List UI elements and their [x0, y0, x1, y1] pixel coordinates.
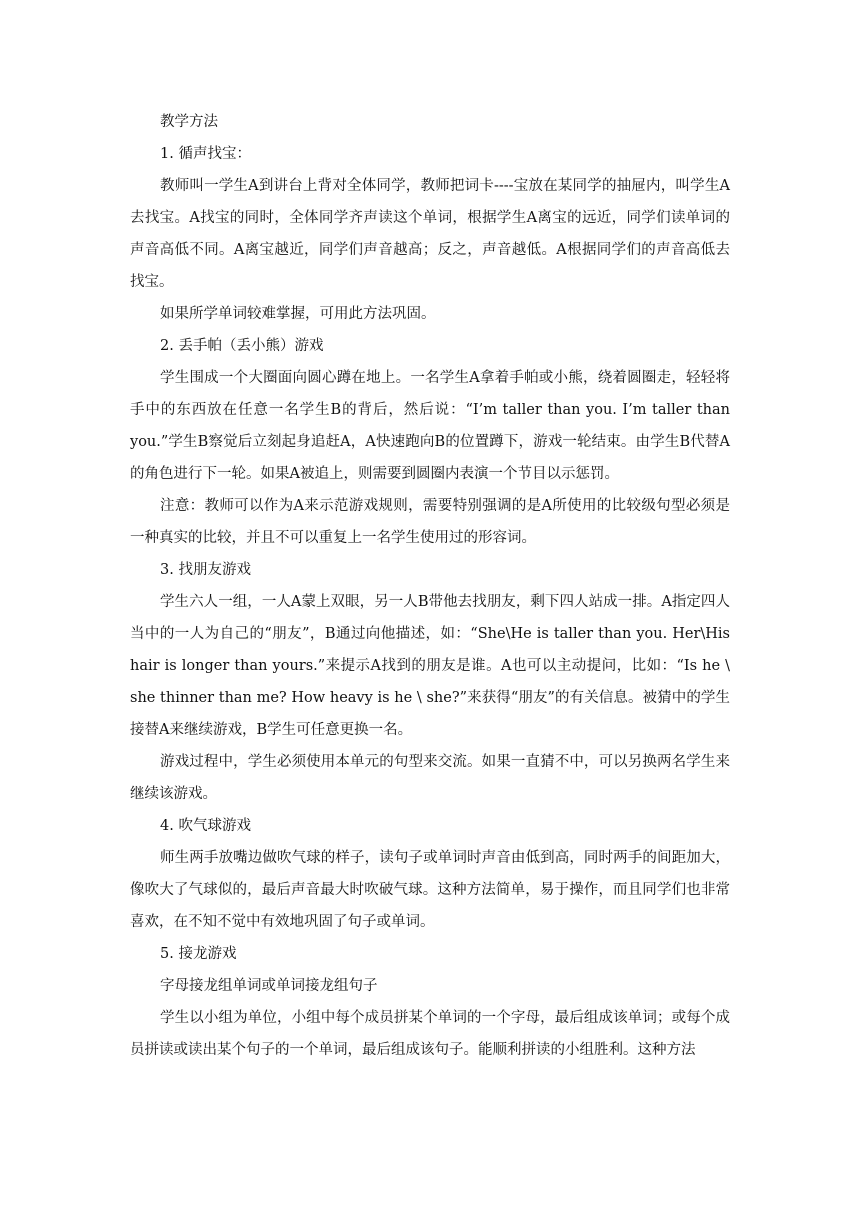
method-4-description: 师生两手放嘴边做吹气球的样子，读句子或单词时声音由低到高，同时两手的间距加大，像吹大了气球似的，最后声音最大时吹破气球。这种方法简单，易于操作，而且同学们也非常喜欢，在不知不觉中有效地巩固了句子或单词。 [130, 850, 730, 930]
method-3-description: 学生六人一组，一人A蒙上双眼，另一人B带他去找朋友，剩下四人站成一排。A指定四人当中的一人为自己的“朋友”，B通过向他描述，如：“She\He is taller than you. Her\His hair is longer than yours.”来提示A找到的朋友是谁。A也可以主动提问，比如：“Is he \ she thinner than me? How heavy is he \ she?”来获得“朋友”的有关信息。被猜中的学生接替A来继续游戏，B学生可任意更换一名。 [130, 594, 730, 738]
method-5-subtitle: 字母接龙组单词或单词接龙组句子 [160, 978, 378, 994]
document-body [130, 106, 730, 1066]
method-1-description: 教师叫一学生A到讲台上背对全体同学，教师把词卡----宝放在某同学的抽屉内，叫学生A去找宝。A找宝的同时，全体同学齐声读这个单词，根据学生A离宝的远近，同学们读单词的声音高低不同。A离宝越近，同学们声音越高；反之，声音越低。A根据同学们的声音高低去找宝。 [130, 178, 730, 290]
method-2-description: 学生围成一个大圈面向圆心蹲在地上。一名学生A拿着手帕或小熊，绕着圆圈走，轻轻将手中的东西放在任意一名学生B的背后，然后说：“I’m taller than you. I’m taller than you.”学生B察觉后立刻起身追赶A，A快速跑向B的位置蹲下，游戏一轮结束。由学生B代替A的角色进行下一轮。如果A被追上，则需要到圆圈内表演一个节目以示惩罚。 [130, 370, 730, 482]
section-title: 教学方法 [160, 114, 218, 130]
method-heading-3: 3. 找朋友游戏 [160, 562, 251, 578]
method-1-note: 如果所学单词较难掌握，可用此方法巩固。 [160, 306, 436, 322]
method-heading-4: 4. 吹气球游戏 [160, 818, 251, 834]
method-5-description: 学生以小组为单位，小组中每个成员拼某个单词的一个字母，最后组成该单词；或每个成员拼读或读出某个句子的一个单词，最后组成该句子。能顺利拼读的小组胜利。这种方法 [130, 1010, 730, 1058]
method-heading-5: 5. 接龙游戏 [160, 946, 237, 962]
method-heading-1: 1. 循声找宝： [160, 146, 251, 162]
method-heading-2: 2. 丢手帕（丢小熊）游戏 [160, 338, 324, 354]
method-2-note: 注意：教师可以作为A来示范游戏规则，需要特别强调的是A所使用的比较级句型必须是一种真实的比较，并且不可以重复上一名学生使用过的形容词。 [130, 498, 730, 546]
method-3-note: 游戏过程中，学生必须使用本单元的句型来交流。如果一直猜不中，可以另换两名学生来继续该游戏。 [130, 754, 730, 802]
